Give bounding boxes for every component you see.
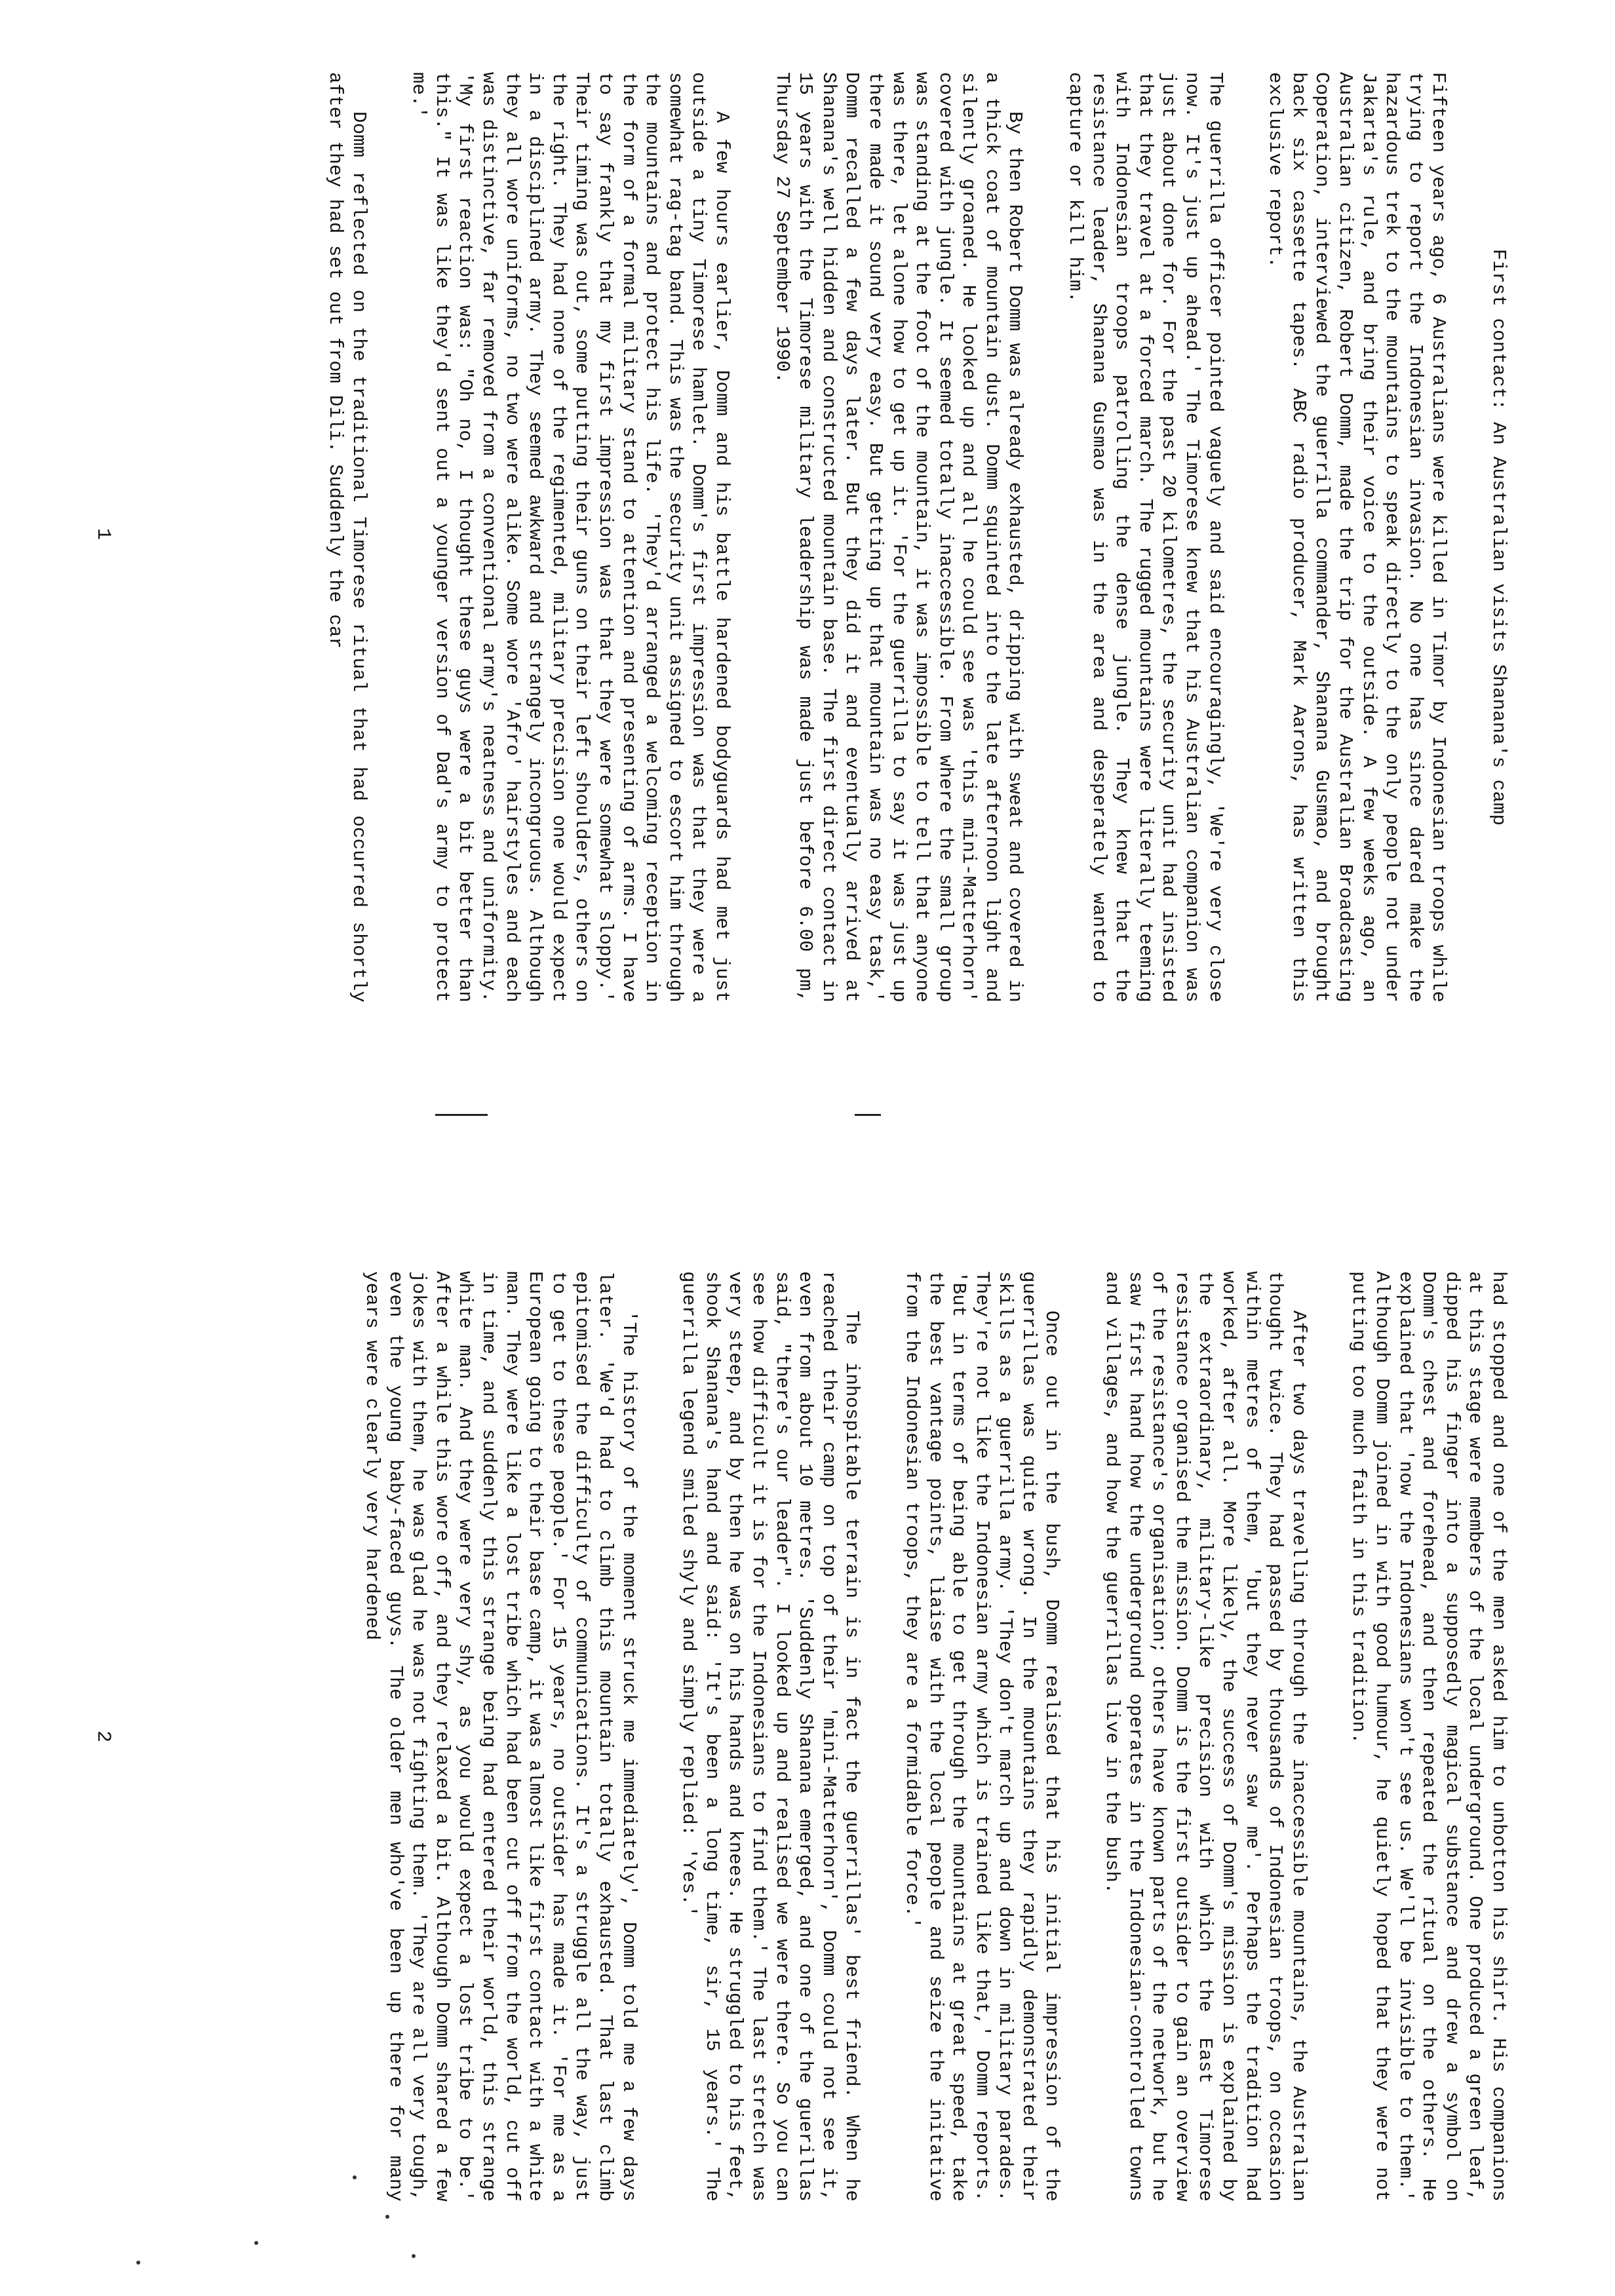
scan-speck — [254, 2241, 258, 2245]
article-title: First contact: An Australian visits Shanana's camp — [1488, 248, 1509, 826]
paragraph: Once out in the bush, Domm realised that his initial impression of the guerrillas was quite wrong. In the mountains they rapidly demonstrated their skills as a guerrilla army. 'They don't march up and down in military parades. They're not like the Indonesian army which is trained like that,' Domm reports. 'But in terms of being able to get through the mountains at great speed, take the best vantage points, liaise with the local people and seize the initative from the Indonesian troops, they are a formidable force.' — [901, 1271, 1063, 2202]
fold-mark — [435, 1114, 488, 1116]
paragraph: Domm reflected on the traditional Timorese ritual that had occurred shortly after they had set out from Dili. Suddenly the car — [324, 72, 370, 1003]
paragraph: A few hours earlier, Domm and his battle hardened bodyguards had met just outside a tiny Timorese hamlet. Domm's first impression was that they were a somewhat rag-tag band. This was the security unit assigned to escort him through the mountains and protect his life. 'They'd arranged a welcoming reception in the form of a formal military stand to attention and presenting of arms. I have to say frankly that my first impression was that they were somewhat sloppy.' Their timing was out, some putting their guns on their left shoulders, others on the right. They had none of the regimented, military precision one would expect in a disciplined army. They seemed awkward and strangely incongruous. Although they all wore uniforms, no two were alike. Some wore 'Afro' hairstyles and each was distinctive, far removed from a conventional army's neatness and uniformity. 'My first reaction was: "Oh no, I thought these guys were a bit better than this." It was like they'd sent out a younger version of Dad's army to protect me.' — [408, 72, 733, 1003]
page-number: 2 — [92, 1730, 114, 1742]
page-number: 1 — [92, 527, 114, 540]
paragraph: 'The history of the moment struck me immediately', Domm told me a few days later. 'We'd had to climb this mountain totally exhausted. That last climb epitomised the difficulty of communications. It's a struggle all the way, just to get to these people.' For 15 years, no outsider has made it. 'For me as a European going to their base camp, it was almost like first contact with a white man. They were like a lost tribe which had been cut off from the world, cut off in time, and suddenly this strange being had entered their world, this strange white man. And they were very shy, as you would expect a lost tribe to be.' After a while this wore off, and they relaxed a bit. Although Domm shared a few jokes with them, he was glad he was not fighting them. 'They are all very tough, even the young baby-faced guys. The older men who've been up there for many years were clearly very hardened — [361, 1271, 640, 2202]
paragraph: The guerrilla officer pointed vaguely and said encouragingly, 'We're very close now. It's just up ahead.' The Timorese knew that his Australian companion was just about done for. For the past 20 kilometres, the security unit had insisted that they travel at a forced march. The rugged mountains were literally teeming with Indonesian troops patrolling the dense jungle. They knew that the resistance leader, Shanana Gusmao was in the area and desperately wanted to capture or kill him. — [1064, 72, 1226, 1003]
paragraph: had stopped and one of the men asked him to unbotton his shirt. His companions at this stage were members of the local underground. One produced a green leaf, dipped his finger into a supposedly magical substance and drew a symbol on Domm's chest and forehead, and then repeated the ritual on the others. He explained that 'now the Indonesians won't see us. We'll be invisible to them.' Although Domm joined in with good humour, he quietly hoped that they were not putting too much faith in this tradition. — [1348, 1271, 1509, 2202]
scan-speck — [136, 2261, 140, 2265]
scan-speck — [385, 2215, 389, 2219]
paragraph: The inhospitable terrain is in fact the guerrillas' best friend. When he reached their camp on top of their 'mini-Matterhorn', Domm could not see it, even from about 10 metres. 'Suddenly Shanana emerged, and one of the guerillas said, "there's our leader". I looked up and realised we were there. So you can see how difficult it is for the Indonesians to find them.' The last stretch was very steep, and by then he was on his hands and knees. He struggled to his feet, shook Shanana's hand and said: 'It's been a long time, sir, 15 years.' The guerrilla legend smiled shyly and simply replied: 'Yes.' — [678, 1271, 863, 2202]
right-page — [323, 1271, 1510, 2202]
left-page — [286, 72, 1510, 1003]
scan-speck — [412, 2254, 416, 2258]
paragraph: Fifteen years ago, 6 Australians were killed in Timor by Indonesian troops while trying to report the Indonesian invasion. No one has since dared make the hazardous trek to the mountains to speak directly to the only people not under Jakarta's rule, and bring their voice to the outside. A few weeks ago, an Australian citizen, Robert Domm, made the trip for the Australian Broadcasting Coperation, interviewed the guerrilla commander, Shanana Gusmao, and brought back six cassette tapes. ABC radio producer, Mark Aarons, has written this exclusive report. — [1264, 72, 1450, 1003]
fold-mark — [855, 1114, 881, 1116]
paragraph: After two days travelling through the inaccessible mountains, the Australian thought twice. They had passed by thousands of Indonesian troops, on occasion within metres of them, 'but they never saw me'. Perhaps the tradition had worked, after all. More likely, the success of Domm's mission is explained by the extraordinary, military-like precision with which the East Timorese resistance organised the mission. Domm is the first outsider to gain an overview of the resistance's organisation; others have known parts of the network, but he saw first hand how the underground operates in the Indonesian-controlled towns and villages, and how the guerrillas live in the bush. — [1101, 1271, 1310, 2202]
scan-speck — [353, 2175, 357, 2179]
paragraph: By then Robert Domm was already exhausted, dripping with sweat and covered in a thick coat of mountain dust. Domm squinted into the late afternoon light and silently groaned. He looked up and all he could see was 'this mini-Matterhorn' covered with jungle. It seemed totally inaccessible. From where the small group was standing at the foot of the mountain, it was impossible to tell that anyone was there, let alone how to get up it. 'For the guerrilla to say it was just up there made it sound very easy. But getting up that mountain was no easy task,' Domm recalled a few days later. But they did it and eventually arrived at Shanana's well hidden and constructed mountain base. The first direct contact in 15 years with the Timorese military leadership was made just before 6.00 pm, Thursday 27 September 1990. — [771, 72, 1026, 1003]
